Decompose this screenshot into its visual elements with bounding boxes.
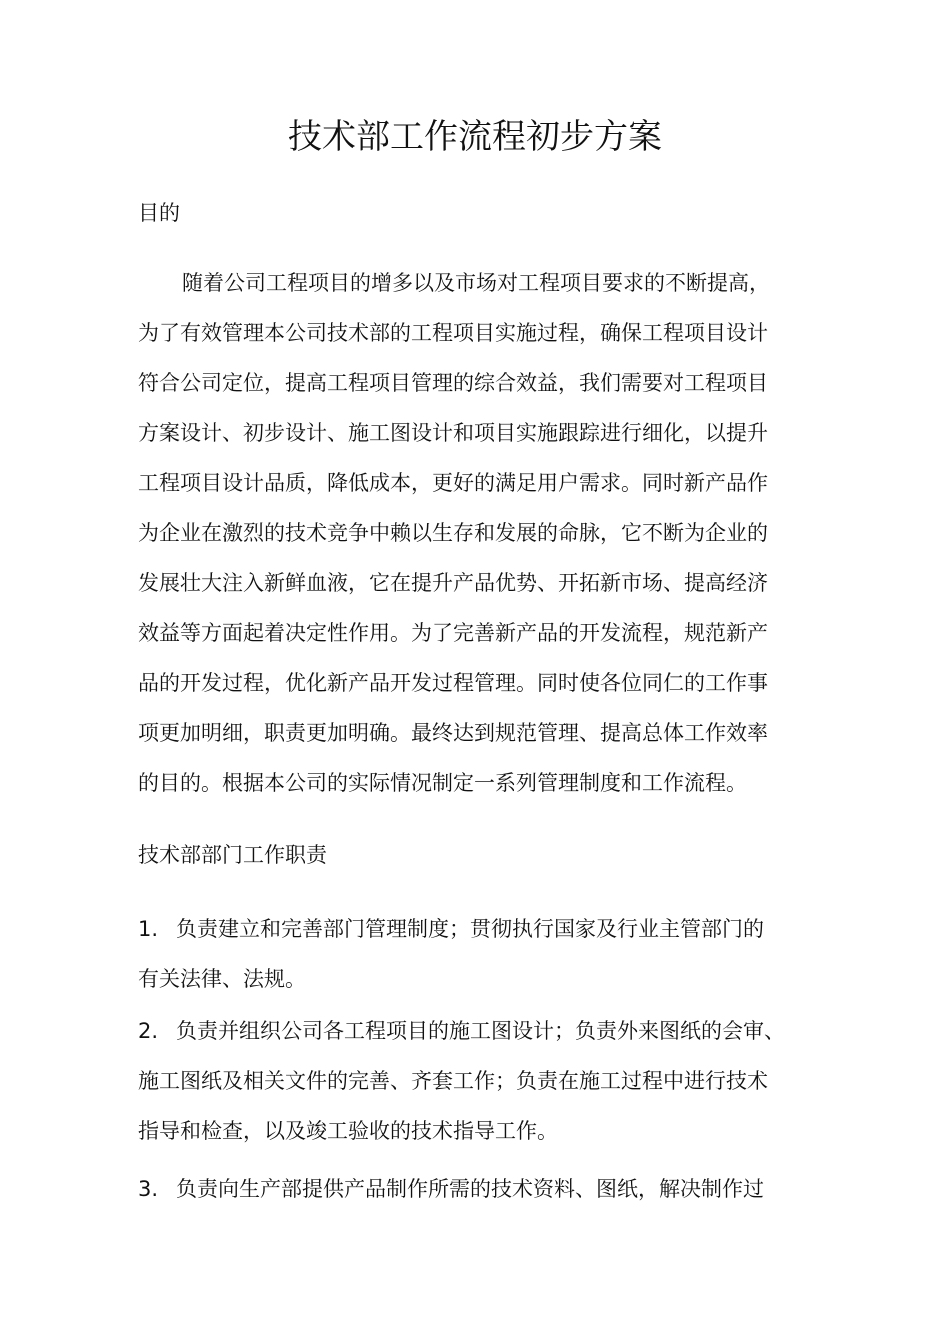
purpose-paragraph [138,258,814,808]
list-item-line [138,1164,814,1214]
paragraph-line: 的目的。根据本公司的实际情况制定一系列管理制度和工作流程。 [138,771,747,795]
section-heading-purpose: 目的 [138,201,180,225]
paragraph-line: 随着公司工程项目的增多以及市场对工程项目要求的不断提高， [182,271,770,295]
duty-item-3 [138,1164,814,1214]
list-item-text: 负责并组织公司各工程项目的施工图设计；负责外来图纸的会审、 [176,1019,785,1043]
paragraph-line: 方案设计、初步设计、施工图设计和项目实施跟踪进行细化，以提升 [138,421,768,445]
paragraph-line: 效益等方面起着决定性作用。为了完善新产品的开发流程，规范新产 [138,621,768,645]
duty-item-1 [138,904,814,1004]
list-item-number: 1. [138,917,159,941]
list-item-line: 施工图纸及相关文件的完善、齐套工作；负责在施工过程中进行技术 [138,1069,768,1093]
list-item-line [138,904,814,954]
paragraph-line: 项更加明细，职责更加明确。最终达到规范管理、提高总体工作效率 [138,721,768,745]
document-title: 技术部工作流程初步方案 [288,117,662,157]
paragraph-line: 符合公司定位，提高工程项目管理的综合效益，我们需要对工程项目 [138,371,768,395]
paragraph-line: 工程项目设计品质，降低成本，更好的满足用户需求。同时新产品作 [138,471,768,495]
list-item-text: 负责建立和完善部门管理制度；贯彻执行国家及行业主管部门的 [176,917,764,941]
paragraph-line: 为企业在激烈的技术竞争中赖以生存和发展的命脉，它不断为企业的 [138,521,768,545]
list-item-number: 3. [138,1177,159,1201]
paragraph-line: 品的开发过程，优化新产品开发过程管理。同时使各位同仁的工作事 [138,671,768,695]
list-item-line: 有关法律、法规。 [138,967,306,991]
paragraph-line: 发展壮大注入新鲜血液，它在提升产品优势、开拓新市场、提高经济 [138,571,768,595]
duty-item-2 [138,1006,814,1156]
list-item-number: 2. [138,1019,159,1043]
list-item-line [138,1006,814,1056]
section-heading-duties: 技术部部门工作职责 [138,843,327,867]
paragraph-line: 为了有效管理本公司技术部的工程项目实施过程，确保工程项目设计 [138,321,768,345]
list-item-text: 负责向生产部提供产品制作所需的技术资料、图纸，解决制作过 [176,1177,764,1201]
list-item-line: 指导和检查，以及竣工验收的技术指导工作。 [138,1119,558,1143]
